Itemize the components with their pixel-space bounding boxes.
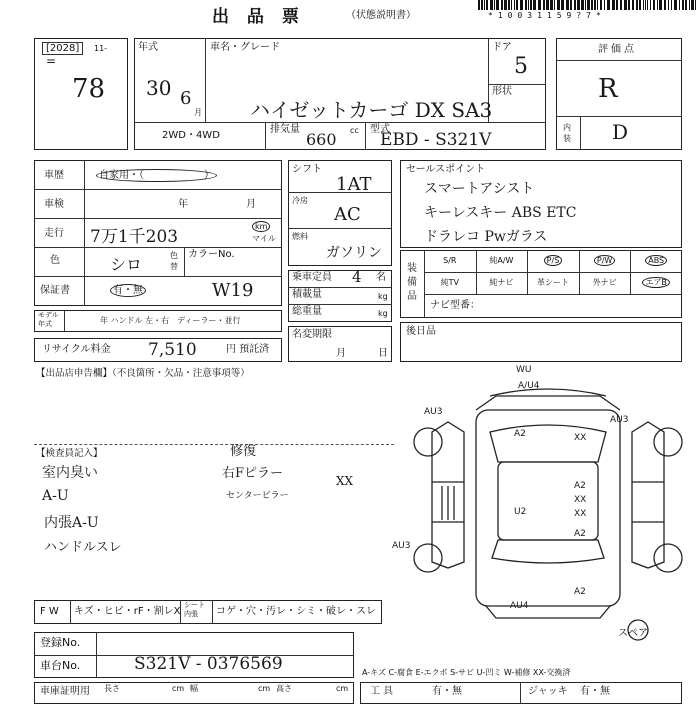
mileage-unit-km: km [252,222,270,232]
note-right-2: 右Fピラー [222,466,284,481]
height-unit: cm [336,684,349,693]
spare-label: スペア [618,628,648,639]
warranty-value: 有・無 [110,285,146,297]
inspection-label: 車検 [44,199,64,210]
equipment-label: 装備品 [407,263,417,302]
model-value: EBD - S321V [380,130,492,150]
equipment-cell: 外ナビ [592,278,617,287]
name-change-month: 月 [336,348,346,359]
ac-value: AC [334,204,361,225]
seat-label: シート内張 [184,601,205,618]
month-value: 6 [180,88,192,109]
fw-label: F W [40,606,59,617]
aftermarket-box [400,322,682,362]
inspector-label: 【検査員記入】 [36,448,103,459]
mark-au4-bottom: AU4 [510,601,529,611]
color-value: シロ [110,255,143,274]
barcode-number: *10031159?7* [488,11,606,20]
mark-xx-r2: XX [574,509,587,519]
mileage-value: 7万1千203 [90,227,179,247]
drive-label: 2WD・4WD [162,130,220,141]
length-label: 長さ [104,684,120,693]
damage-code-legend: A-キズ C-腐食 E-エクボ S-サビ U-凹ミ W-補修 XX-交換済 [362,668,571,677]
note-line-3: 内張A-U [44,515,99,531]
recycle-unit: 円 預託済 [226,344,270,355]
width-unit: cm [258,684,271,693]
mark-xx-r1: XX [574,495,587,505]
recycle-label: リサイクル料金 [42,344,111,355]
mark-au3-right: AU3 [610,415,629,425]
mark-a2-top: A2 [514,429,526,439]
color-change-2: 替 [170,262,178,271]
color-no-value: W19 [212,280,254,301]
note-line-2: A-U [42,488,69,504]
handle-text: 年 ハンドル 左・右 ディーラー・並行 [100,316,241,325]
capacity-value: 4 [352,268,362,286]
color-change-1: 色 [170,251,178,260]
name-grade-label: 車名・グレード [210,42,280,53]
aftermarket-label: 後日品 [406,326,436,337]
month-unit: 月 [194,108,202,117]
note-right-3: センターピラー [226,491,289,501]
shift-label: シフト [292,164,322,175]
history-value: 自家用・（ ） [96,170,217,182]
name-grade-value: ハイゼットカーゴ DX SA3 [250,98,493,122]
capacity-label: 乗車定員 [292,272,332,283]
inspection-month-unit: 月 [246,199,256,210]
note-right-mark: XX [336,474,354,488]
equipment-cell: P/S [527,256,579,266]
equipment-cell: 純TV [440,278,459,287]
gross-unit: kg [378,309,388,318]
mileage-unit-mile: マイル [252,234,276,243]
mark-u2-center: U2 [514,507,527,517]
shape-label: 形状 [492,86,512,97]
fuel-value: ガソリン [326,245,382,261]
history-label: 車歴 [44,170,64,181]
mark-wu: WU [516,365,532,375]
tools-value: 有・無 [432,686,462,697]
mileage-label: 走行 [44,228,64,239]
displacement-unit: cc [350,126,359,135]
lot-suffix: 11- [94,44,108,53]
displacement-value: 660 [306,130,337,149]
sales-point-line2: キーレスキー ABS ETC [424,205,577,221]
sales-point-label: セールスポイント [406,164,486,175]
tools-row [360,682,682,704]
equipment-cell: S/R [443,256,457,265]
jack-value: 有・無 [580,686,610,697]
equipment-cell: 純A/W [489,256,514,265]
fw-damage-text: キズ・ヒビ・rF・割レX [74,606,181,617]
year-label: 年式 [138,42,158,53]
chassis-label: 車台No. [40,659,81,672]
note-right-1: 修復 [230,444,257,459]
fuel-label: 燃料 [292,232,308,241]
color-label: 色 [50,255,60,266]
jack-label: ジャッキ [528,686,568,697]
warranty-label: 保証書 [40,285,70,296]
score-value: R [598,74,618,104]
sales-point-line3: ドラレコ Pwガラス [424,229,548,245]
lot-year-box: [2028] [42,42,83,55]
interior-value: D [612,120,629,144]
car-damage-diagram [392,362,698,650]
equipment-cell: エアB [630,278,682,288]
registration-label: 登録No. [40,636,81,649]
navi-model-label: ナビ型番： [430,300,480,311]
lot-number: 78 [72,74,106,104]
interior-label: 内装 [563,123,571,143]
height-label: 高さ [276,684,292,693]
door-label: ドア [492,42,512,53]
equipment-cell: P/W [579,256,631,266]
mark-a2-r1: A2 [574,481,586,491]
notes-header: 【出品店申告欄】（不良箇所・欠品・注意事項等） [36,368,250,379]
year-value: 30 [146,76,172,100]
mark-xx-right: XX [574,433,587,443]
mark-au3-lower: AU3 [392,541,411,551]
model-label: 型式 [370,124,390,135]
model-year-label: モデル年式 [38,311,59,328]
equipment-cell: ABS [630,256,682,266]
capacity-unit: 名 [376,272,386,283]
load-label: 積載量 [292,289,322,300]
equipment-cell: 革シート [536,278,569,287]
note-line-1: 室内臭い [42,465,98,481]
name-change-label: 名変期限 [292,329,332,340]
mark-au3-left: AU3 [424,407,443,417]
recycle-value: 7,510 [148,340,197,360]
chassis-value: S321V - 0376569 [134,654,283,674]
mark-au4-top: A/U4 [518,381,540,391]
color-no-label: カラーNo. [188,249,235,260]
lot-mark: = [46,54,57,68]
garage-cert-label: 車庫証明用 [40,686,90,697]
tools-label: 工 具 [370,686,394,697]
load-unit: kg [378,292,388,301]
equipment-cell: 純ナビ [489,278,514,287]
page-title: 出 品 票 [212,7,305,27]
width-label: 幅 [190,684,198,693]
page-subtitle: （状態説明書） [346,10,416,21]
gross-label: 総重量 [292,306,322,317]
door-value: 5 [514,54,528,79]
ac-label: 冷房 [292,196,308,205]
inspection-year-unit: 年 [178,199,188,210]
note-line-4: ハンドルスレ [44,540,122,555]
score-label: 評価点 [598,44,637,55]
seat-damage-text: コゲ・穴・汚レ・シミ・破レ・スレ [216,606,376,617]
mark-a2-r2: A2 [574,529,586,539]
mark-a2-bottom: A2 [574,587,586,597]
displacement-label: 排気量 [270,124,300,135]
length-unit: cm [172,684,185,693]
shift-value: 1AT [336,174,372,195]
sales-point-line1: スマートアシスト [424,181,535,197]
name-change-day: 日 [378,348,388,359]
